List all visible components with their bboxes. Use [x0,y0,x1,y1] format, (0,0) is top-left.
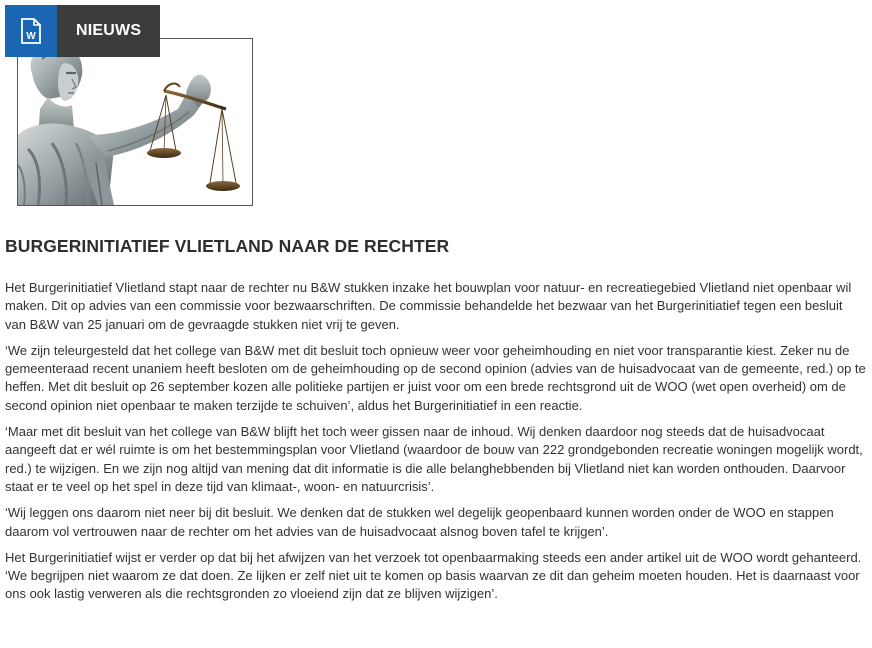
article-paragraph: ‘Maar met dit besluit van het college van B&W blijft het toch weer gissen naar de inhoud. Wij denken daardoor nog steeds dat de huisadvocaat aangeeft dat er wél ruimte is om het bestemmingsplan voor Vlietland (waardoor de bouw van 222 grondgebonden recreatie woningen mogelijk wordt, red.) te wijzigen. En we zijn nog altijd van mening dat dit informatie is die alle belanghebbenden bij Vlietland niet kan worden onthouden. Daarvoor staat er te veel op het spel in deze tijd van klimaat-, woon- en natuurcrisis’. [5,424,863,494]
news-category-badge[interactable] [5,5,160,57]
word-document-icon [5,5,57,57]
article-paragraph: Het Burgerinitiatief Vlietland stapt naar de rechter nu B&W stukken inzake het bouwplan voor natuur- en recreatiegebied Vlietland niet openbaar wil maken. Dit op advies van een commissie voor bezwaarschriften. De commissie behandelde het bezwaar van het Burgerinitiatief tegen een besluit van B&W van 25 januari om de gevraagde stukken niet vrij te geven. [5,280,852,332]
article-headline: BURGERINITIATIEF VLIETLAND NAAR DE RECHTER [5,236,450,256]
word-letter: W [26,31,36,42]
article-paragraph: Het Burgerinitiatief wijst er verder op dat bij het afwijzen van het verzoek tot openbaarmaking steeds een ander artikel uit de WOO wordt gehanteerd. ‘We begrijpen niet waarom ze dat doen. Ze lijken er zelf niet uit te komen op basis waarvan ze dit dan geheim moeten houden. Het is daarnaast voor ons ook lastig verweren als die rechtsgronden zo vloeiend zijn dat ze blijven wijzigen’. [5,549,862,602]
category-label: NIEUWS [57,5,160,57]
article-body [5,279,867,612]
justitia-statue-image [17,38,253,206]
article-paragraph: ‘Wij leggen ons daarom niet neer bij dit besluit. We denken dat de stukken wel degelijk geopenbaard kunnen worden onder de WOO en stappen daarom vol vertrouwen naar de rechter om het advies van de huisadvocaat alsnog boven tafel te krijgen’. [5,505,834,539]
article-paragraph: ‘We zijn teleurgesteld dat het college van B&W met dit besluit toch opnieuw weer voor geheimhouding en niet voor transparantie kiest. Zeker nu de gemeenteraad recent unaniem heeft besloten om de geheimhouding op de second opinion (advies van de huisadvocaat van de gemeente, red.) op te heffen. Met dit besluit op 26 september kozen alle politieke partijen er juist voor om een brede rechtsgrond uit de WOO (wet open overheid) om de second opinion niet openbaar te maken terzijde te schuiven’, aldus het Burgerinitiatief in een reactie. [5,342,866,413]
